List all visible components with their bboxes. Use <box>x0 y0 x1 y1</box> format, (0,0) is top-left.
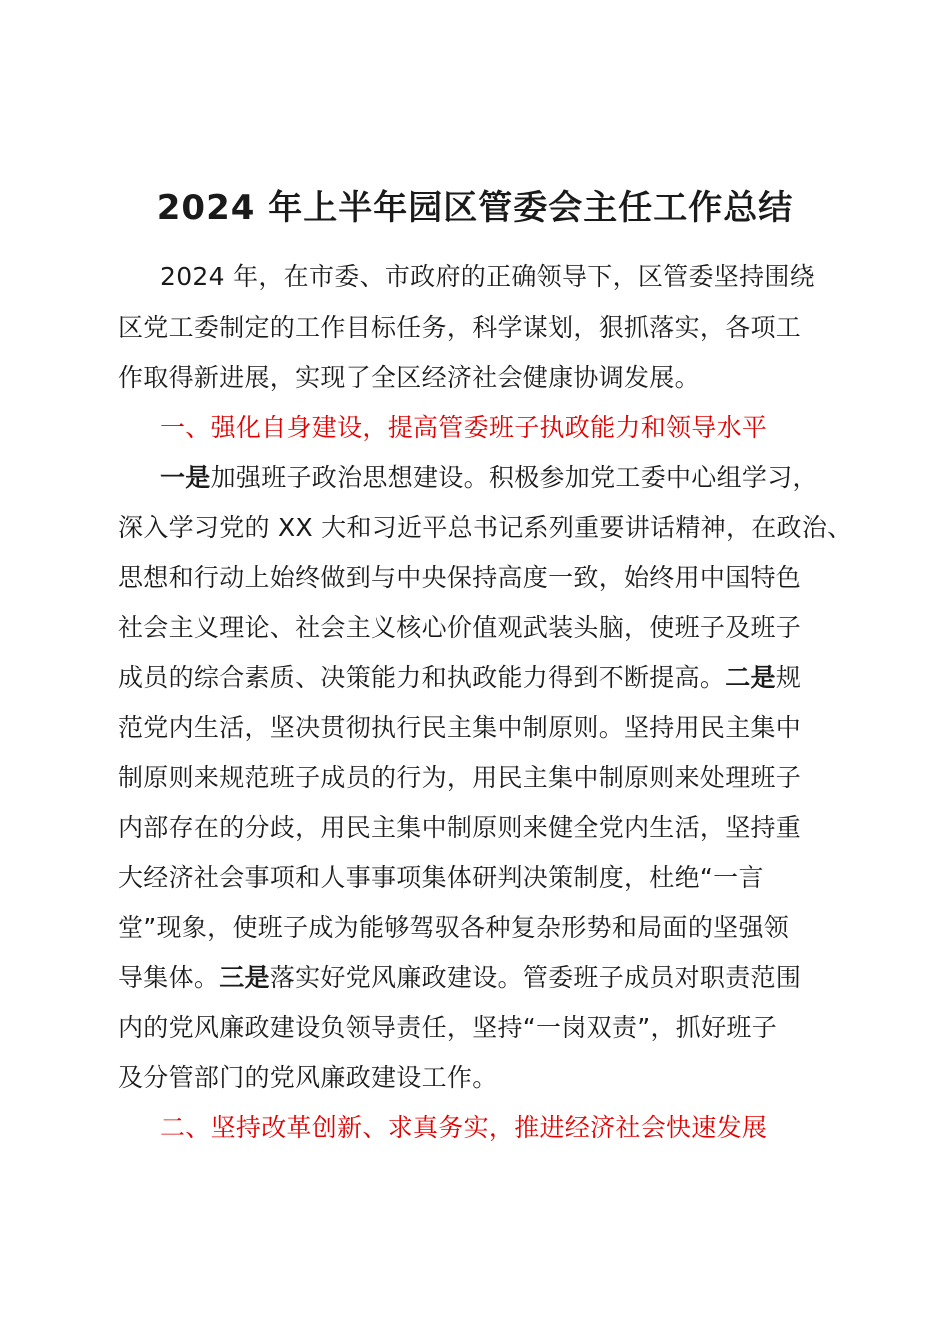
section-1-heading: 一、强化自身建设，提高管委班子执政能力和领导水平 <box>160 413 768 442</box>
section-1-line-11 <box>118 961 801 995</box>
section-1-line-3: 思想和行动上始终做到与中央保持高度一致，始终用中国特色 <box>118 563 802 592</box>
section-1-line-13: 及分管部门的党风廉政建设工作。 <box>118 1063 498 1092</box>
section-1-line-8: 内部存在的分歧，用民主集中制原则来健全党内生活，坚持重 <box>118 813 802 842</box>
section-1-line-1 <box>160 461 818 495</box>
section-1-line-10: 堂”现象，使班子成为能够驾驭各种复杂形势和局面的坚强领 <box>118 913 790 942</box>
section-1-line-1-text: 加强班子政治思想建设。积极参加党工委中心组学习， <box>210 463 818 492</box>
document-title: 2024 年上半年园区管委会主任工作总结 <box>156 188 794 228</box>
section-1-line-11-tail: 落实好党风廉政建设。管委班子成员对职责范围 <box>269 963 802 992</box>
section-2-heading: 二、坚持改革创新、求真务实，推进经济社会快速发展 <box>160 1113 768 1142</box>
point-two-marker: 二是 <box>725 663 776 692</box>
section-1-line-6: 范党内生活，坚决贯彻执行民主集中制原则。坚持用民主集中 <box>118 713 802 742</box>
section-1-line-5-tail: 规 <box>775 663 802 692</box>
intro-line-2: 区党工委制定的工作目标任务，科学谋划，狠抓落实，各项工 <box>118 313 802 342</box>
section-1-line-9: 大经济社会事项和人事事项集体研判决策制度，杜绝“一言 <box>118 863 764 892</box>
intro-line-1: 2024 年，在市委、市政府的正确领导下，区管委坚持围绕 <box>160 262 815 291</box>
section-1-line-11-text: 导集体。 <box>118 963 220 992</box>
section-1-line-5-text: 成员的综合素质、决策能力和执政能力得到不断提高。 <box>118 663 726 692</box>
section-1-line-5 <box>118 661 801 695</box>
point-one-marker: 一是 <box>160 463 211 492</box>
section-1-line-4: 社会主义理论、社会主义核心价值观武装头脑，使班子及班子 <box>118 613 802 642</box>
section-1-line-2: 深入学习党的 XX 大和习近平总书记系列重要讲话精神，在政治、 <box>118 513 853 542</box>
section-1-line-7: 制原则来规范班子成员的行为，用民主集中制原则来处理班子 <box>118 763 802 792</box>
section-1-line-12: 内的党风廉政建设负领导责任，坚持“一岗双责”，抓好班子 <box>118 1013 778 1042</box>
point-three-marker: 三是 <box>219 963 270 992</box>
intro-line-3: 作取得新进展，实现了全区经济社会健康协调发展。 <box>118 363 700 392</box>
